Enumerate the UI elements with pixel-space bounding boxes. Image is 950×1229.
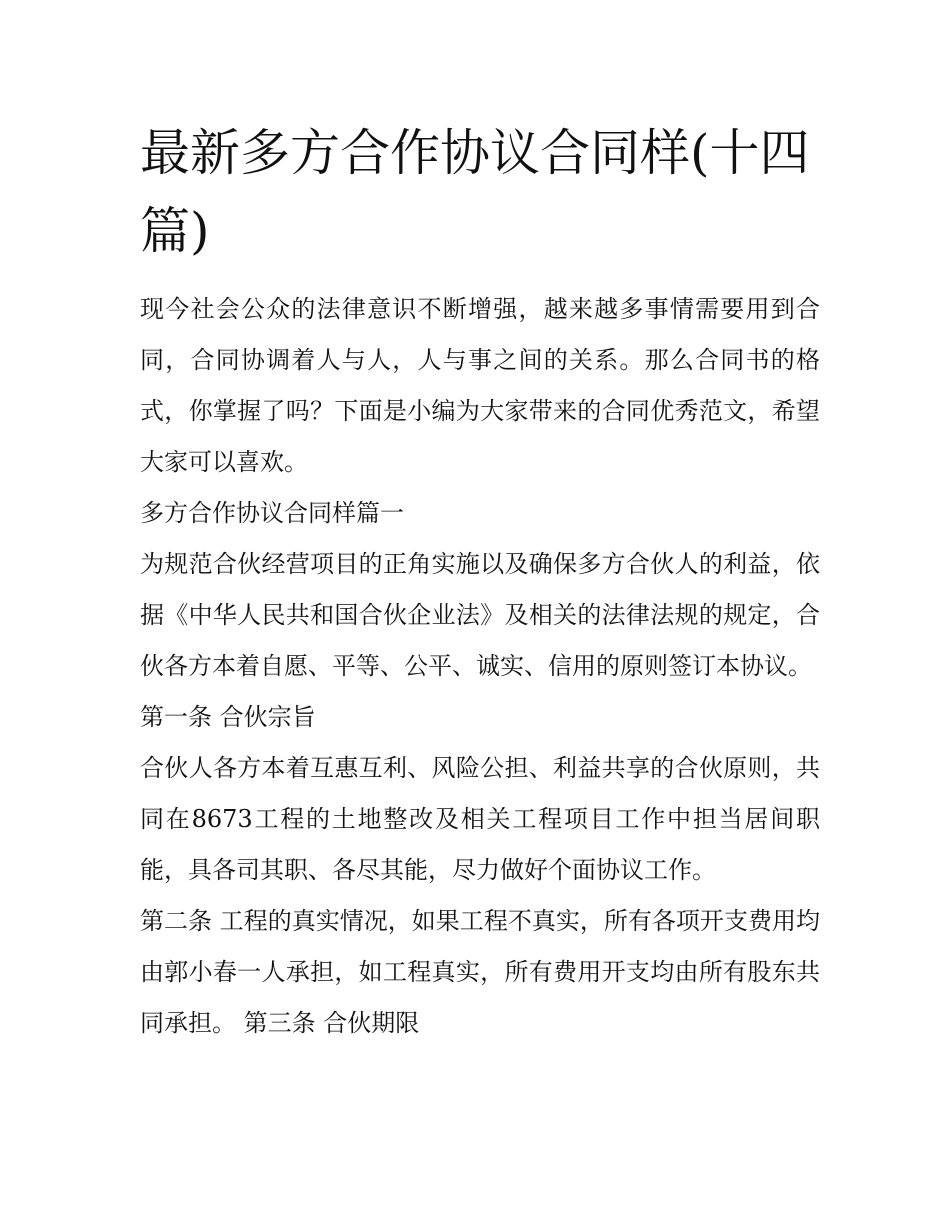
preamble-paragraph: 为规范合伙经营项目的正角实施以及确保多方合伙人的利益，依据《中华人民共和国合伙企业法》及相关的法律法规的规定，合伙各方本着自愿、平等、公平、诚实、信用的原则签订本协议。 (140, 550, 820, 680)
intro-paragraph: 现今社会公众的法律意识不断增强，越来越多事情需要用到合同，合同协调着人与人，人与事之间的关系。那么合同书的格式，你掌握了吗？下面是小编为大家带来的合同优秀范文，希望大家可以喜欢。 (140, 295, 820, 476)
article-paragraph: 合伙人各方本着互惠互利、风险公担、利益共享的合伙原则，共同在8673工程的土地整改及相关工程项目工作中担当居间职能，具各司其职、各尽其能，尽力做好个面协议工作。 (140, 754, 820, 884)
section-heading: 多方合作协议合同样篇一 (140, 499, 404, 527)
article-paragraph: 第二条 工程的真实情况，如果工程不真实，所有各项开支费用均由郭小春一人承担，如工程真实，所有费用开支均由所有股东共同承担。 第三条 合伙期限 (140, 907, 820, 1037)
document-body (140, 284, 820, 1049)
document-title: 最新多方合作协议合同样(十四篇) (140, 124, 810, 260)
article-heading: 第一条 合伙宗旨 (140, 703, 316, 731)
